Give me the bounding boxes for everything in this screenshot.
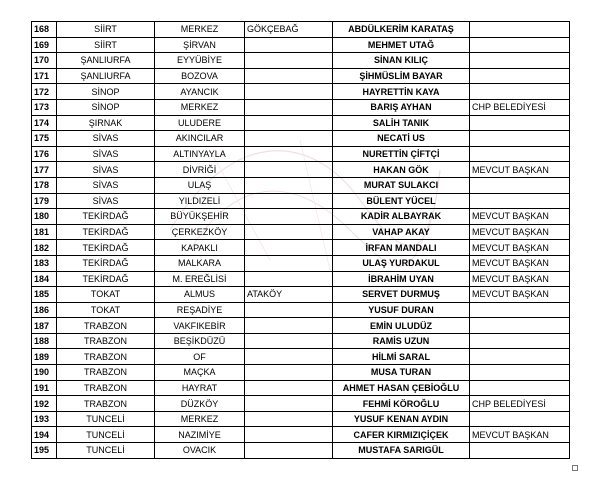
table-row xyxy=(32,162,570,178)
district-cell: ALTINYAYLA xyxy=(155,146,245,162)
table-row xyxy=(32,380,570,396)
table-row xyxy=(32,427,570,443)
district-cell: BÜYÜKŞEHİR xyxy=(155,209,245,225)
district-cell: KAPAKLI xyxy=(155,240,245,256)
town-cell xyxy=(245,209,333,225)
district-cell: MERKEZ xyxy=(155,411,245,427)
note-cell xyxy=(470,53,570,69)
note-cell xyxy=(470,302,570,318)
candidate-name-cell: MURAT SULAKCI xyxy=(333,177,470,193)
table-row xyxy=(32,443,570,459)
note-cell xyxy=(470,177,570,193)
row-number: 193 xyxy=(32,411,57,427)
table-row xyxy=(32,22,570,38)
province-cell: SİVAS xyxy=(57,177,155,193)
district-cell: HAYRAT xyxy=(155,380,245,396)
table-row xyxy=(32,177,570,193)
candidate-name-cell: KADİR ALBAYRAK xyxy=(333,209,470,225)
town-cell xyxy=(245,68,333,84)
province-cell: SİİRT xyxy=(57,37,155,53)
row-number: 173 xyxy=(32,99,57,115)
candidate-name-cell: İRFAN MANDALI xyxy=(333,240,470,256)
town-cell xyxy=(245,99,333,115)
province-cell: TOKAT xyxy=(57,287,155,303)
note-cell: CHP BELEDİYESİ xyxy=(470,396,570,412)
province-cell: TEKİRDAĞ xyxy=(57,271,155,287)
candidate-name-cell: YUSUF KENAN AYDIN xyxy=(333,411,470,427)
candidate-name-cell: VAHAP AKAY xyxy=(333,224,470,240)
district-cell: BOZOVA xyxy=(155,68,245,84)
province-cell: ŞANLIURFA xyxy=(57,53,155,69)
town-cell xyxy=(245,427,333,443)
town-cell xyxy=(245,349,333,365)
town-cell xyxy=(245,115,333,131)
district-cell: BEŞİKDÜZÜ xyxy=(155,333,245,349)
province-cell: TRABZON xyxy=(57,365,155,381)
candidate-name-cell: NURETTİN ÇİFTÇİ xyxy=(333,146,470,162)
district-cell: AYANCIK xyxy=(155,84,245,100)
candidate-name-cell: MUSTAFA SARIGÜL xyxy=(333,443,470,459)
candidate-name-cell: RAMİS UZUN xyxy=(333,333,470,349)
note-cell xyxy=(470,131,570,147)
candidate-name-cell: MEHMET UTAĞ xyxy=(333,37,470,53)
row-number: 186 xyxy=(32,302,57,318)
province-cell: SİVAS xyxy=(57,193,155,209)
note-cell xyxy=(470,146,570,162)
row-number: 189 xyxy=(32,349,57,365)
note-cell: MEVCUT BAŞKAN xyxy=(470,271,570,287)
town-cell xyxy=(245,271,333,287)
row-number: 175 xyxy=(32,131,57,147)
table-row xyxy=(32,411,570,427)
row-number: 170 xyxy=(32,53,57,69)
table-row xyxy=(32,287,570,303)
province-cell: TUNCELİ xyxy=(57,427,155,443)
row-number: 178 xyxy=(32,177,57,193)
note-cell: MEVCUT BAŞKAN xyxy=(470,427,570,443)
province-cell: SİVAS xyxy=(57,146,155,162)
district-cell: MERKEZ xyxy=(155,22,245,38)
town-cell: GÖKÇEBAĞ xyxy=(245,22,333,38)
row-number: 179 xyxy=(32,193,57,209)
table-row xyxy=(32,255,570,271)
row-number: 192 xyxy=(32,396,57,412)
candidate-table xyxy=(31,21,570,459)
row-number: 168 xyxy=(32,22,57,38)
row-number: 190 xyxy=(32,365,57,381)
note-cell xyxy=(470,349,570,365)
note-cell xyxy=(470,22,570,38)
note-cell: MEVCUT BAŞKAN xyxy=(470,209,570,225)
note-cell: MEVCUT BAŞKAN xyxy=(470,240,570,256)
province-cell: ŞIRNAK xyxy=(57,115,155,131)
town-cell xyxy=(245,37,333,53)
candidate-name-cell: MUSA TURAN xyxy=(333,365,470,381)
table-row xyxy=(32,365,570,381)
row-number: 195 xyxy=(32,443,57,459)
town-cell xyxy=(245,193,333,209)
table-row xyxy=(32,37,570,53)
district-cell: REŞADİYE xyxy=(155,302,245,318)
province-cell: SİİRT xyxy=(57,22,155,38)
district-cell: OF xyxy=(155,349,245,365)
row-number: 177 xyxy=(32,162,57,178)
table-row xyxy=(32,302,570,318)
note-cell xyxy=(470,68,570,84)
candidate-name-cell: HAKAN GÖK xyxy=(333,162,470,178)
note-cell xyxy=(470,318,570,334)
row-number: 174 xyxy=(32,115,57,131)
district-cell: MERKEZ xyxy=(155,99,245,115)
district-cell: MAÇKA xyxy=(155,365,245,381)
note-cell xyxy=(470,380,570,396)
town-cell xyxy=(245,84,333,100)
province-cell: TRABZON xyxy=(57,349,155,365)
table-row xyxy=(32,240,570,256)
province-cell: TOKAT xyxy=(57,302,155,318)
table-row xyxy=(32,318,570,334)
district-cell: OVACIK xyxy=(155,443,245,459)
table-row xyxy=(32,84,570,100)
table-row xyxy=(32,99,570,115)
row-number: 194 xyxy=(32,427,57,443)
row-number: 184 xyxy=(32,271,57,287)
district-cell: EYYÜBİYE xyxy=(155,53,245,69)
candidate-name-cell: ULAŞ YURDAKUL xyxy=(333,255,470,271)
candidate-name-cell: BARIŞ AYHAN xyxy=(333,99,470,115)
province-cell: SİNOP xyxy=(57,99,155,115)
province-cell: TUNCELİ xyxy=(57,411,155,427)
table-row xyxy=(32,224,570,240)
district-cell: NAZIMİYE xyxy=(155,427,245,443)
note-cell xyxy=(470,193,570,209)
table-row xyxy=(32,209,570,225)
candidate-name-cell: ŞİHMÜSLİM BAYAR xyxy=(333,68,470,84)
table-row xyxy=(32,53,570,69)
town-cell xyxy=(245,240,333,256)
candidate-name-cell: BÜLENT YÜCEL xyxy=(333,193,470,209)
district-cell: YILDIZELİ xyxy=(155,193,245,209)
town-cell xyxy=(245,302,333,318)
candidate-name-cell: HİLMİ SARAL xyxy=(333,349,470,365)
note-cell: MEVCUT BAŞKAN xyxy=(470,224,570,240)
candidate-name-cell: SALİH TANIK xyxy=(333,115,470,131)
district-cell: ŞİRVAN xyxy=(155,37,245,53)
province-cell: TEKİRDAĞ xyxy=(57,209,155,225)
town-cell xyxy=(245,255,333,271)
row-number: 176 xyxy=(32,146,57,162)
candidate-name-cell: HAYRETTİN KAYA xyxy=(333,84,470,100)
province-cell: SİVAS xyxy=(57,162,155,178)
district-cell: DÜZKÖY xyxy=(155,396,245,412)
table-row xyxy=(32,396,570,412)
note-cell xyxy=(470,84,570,100)
candidate-name-cell: İBRAHİM UYAN xyxy=(333,271,470,287)
province-cell: ŞANLIURFA xyxy=(57,68,155,84)
town-cell xyxy=(245,53,333,69)
row-number: 169 xyxy=(32,37,57,53)
table-row xyxy=(32,349,570,365)
district-cell: DİVRİĞİ xyxy=(155,162,245,178)
province-cell: TEKİRDAĞ xyxy=(57,224,155,240)
table-row xyxy=(32,333,570,349)
district-cell: VAKFIKEBİR xyxy=(155,318,245,334)
table-row xyxy=(32,271,570,287)
row-number: 185 xyxy=(32,287,57,303)
note-cell xyxy=(470,115,570,131)
candidate-name-cell: SİNAN KILIÇ xyxy=(333,53,470,69)
town-cell xyxy=(245,396,333,412)
district-cell: AKINCILAR xyxy=(155,131,245,147)
district-cell: ULAŞ xyxy=(155,177,245,193)
town-cell xyxy=(245,318,333,334)
province-cell: TRABZON xyxy=(57,318,155,334)
district-cell: ALMUS xyxy=(155,287,245,303)
candidate-name-cell: EMİN ULUDÜZ xyxy=(333,318,470,334)
district-cell: M. EREĞLİSİ xyxy=(155,271,245,287)
province-cell: TEKİRDAĞ xyxy=(57,255,155,271)
district-cell: MALKARA xyxy=(155,255,245,271)
note-cell xyxy=(470,411,570,427)
table-row xyxy=(32,131,570,147)
note-cell: MEVCUT BAŞKAN xyxy=(470,287,570,303)
note-cell: CHP BELEDİYESİ xyxy=(470,99,570,115)
table-corner-marker xyxy=(572,465,578,471)
note-cell: MEVCUT BAŞKAN xyxy=(470,162,570,178)
candidate-name-cell: ABDÜLKERİM KARATAŞ xyxy=(333,22,470,38)
town-cell: ATAKÖY xyxy=(245,287,333,303)
province-cell: TRABZON xyxy=(57,333,155,349)
row-number: 182 xyxy=(32,240,57,256)
table-row xyxy=(32,193,570,209)
note-cell xyxy=(470,443,570,459)
note-cell xyxy=(470,333,570,349)
row-number: 180 xyxy=(32,209,57,225)
town-cell xyxy=(245,131,333,147)
row-number: 171 xyxy=(32,68,57,84)
note-cell xyxy=(470,37,570,53)
town-cell xyxy=(245,224,333,240)
note-cell xyxy=(470,365,570,381)
province-cell: TEKİRDAĞ xyxy=(57,240,155,256)
row-number: 187 xyxy=(32,318,57,334)
row-number: 188 xyxy=(32,333,57,349)
table-row xyxy=(32,146,570,162)
town-cell xyxy=(245,443,333,459)
table-row xyxy=(32,115,570,131)
candidate-name-cell: SERVET DURMUŞ xyxy=(333,287,470,303)
row-number: 181 xyxy=(32,224,57,240)
candidate-name-cell: AHMET HASAN ÇEBİOĞLU xyxy=(333,380,470,396)
table-row xyxy=(32,68,570,84)
candidate-name-cell: CAFER KIRMIZIÇİÇEK xyxy=(333,427,470,443)
row-number: 183 xyxy=(32,255,57,271)
row-number: 172 xyxy=(32,84,57,100)
district-cell: ÇERKEZKÖY xyxy=(155,224,245,240)
town-cell xyxy=(245,365,333,381)
province-cell: SİNOP xyxy=(57,84,155,100)
candidate-name-cell: FEHMİ KÖROĞLU xyxy=(333,396,470,412)
province-cell: TUNCELİ xyxy=(57,443,155,459)
town-cell xyxy=(245,333,333,349)
note-cell: MEVCUT BAŞKAN xyxy=(470,255,570,271)
district-cell: ULUDERE xyxy=(155,115,245,131)
province-cell: SİVAS xyxy=(57,131,155,147)
candidate-name-cell: NECATİ US xyxy=(333,131,470,147)
province-cell: TRABZON xyxy=(57,396,155,412)
row-number: 191 xyxy=(32,380,57,396)
town-cell xyxy=(245,380,333,396)
town-cell xyxy=(245,411,333,427)
town-cell xyxy=(245,146,333,162)
province-cell: TRABZON xyxy=(57,380,155,396)
town-cell xyxy=(245,162,333,178)
town-cell xyxy=(245,177,333,193)
candidate-name-cell: YUSUF DURAN xyxy=(333,302,470,318)
